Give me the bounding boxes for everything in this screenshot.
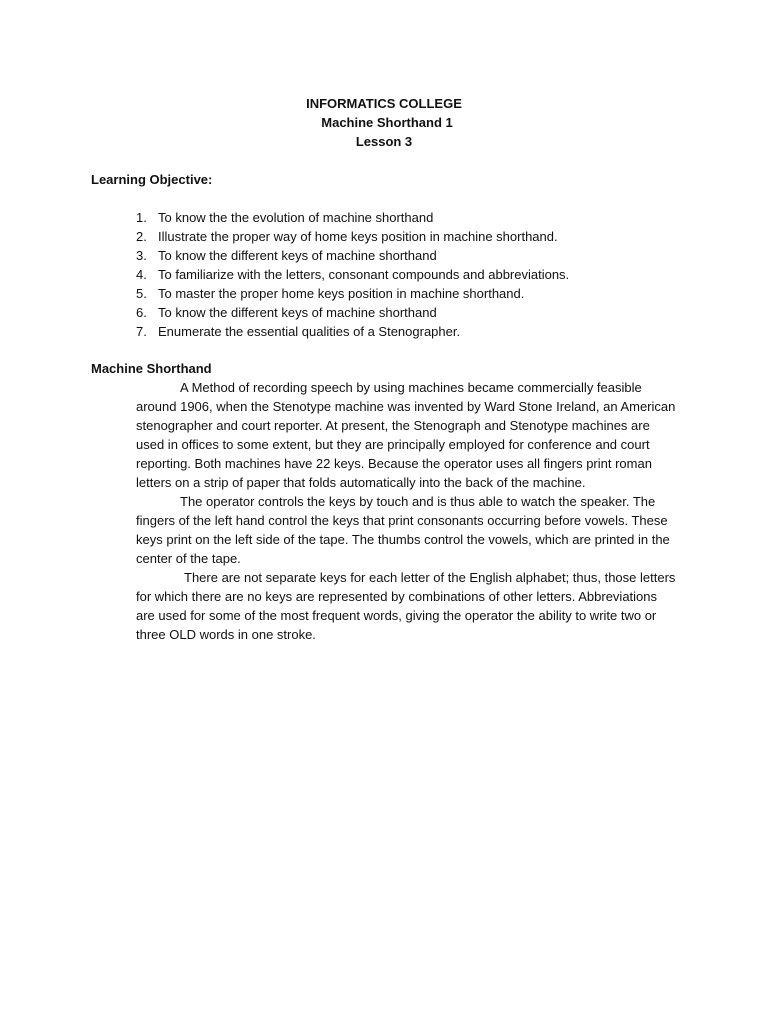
list-item-text: Enumerate the essential qualities of a Stenographer. [158, 324, 461, 339]
machine-shorthand-body [136, 378, 676, 644]
learning-objective-heading: Learning Objective: [91, 172, 213, 187]
list-item [136, 227, 569, 246]
list-item-text: To know the different keys of machine shorthand [158, 248, 437, 263]
paragraph: A Method of recording speech by using machines became commercially feasible around 1906, when the Stenotype machine was invented by Ward Stone Ireland, an American stenographer and court reporter. At present, the Stenograph and Stenotype machines are used in offices to some extent, but they are principally employed for conference and court reporting. Both machines have 22 keys. Because the operator uses all fingers print roman letters on a strip of paper that folds automatically into the back of the machine. [136, 380, 676, 490]
list-item-text: To familiarize with the letters, consonant compounds and abbreviations. [158, 267, 570, 282]
list-item-number: 2. [136, 229, 147, 244]
list-item-number: 7. [136, 324, 147, 339]
list-item [136, 265, 569, 284]
college-name: INFORMATICS COLLEGE [306, 96, 462, 111]
list-item-number: 5. [136, 286, 147, 301]
paragraph: There are not separate keys for each letter of the English alphabet; thus, those letters for which there are no keys are represented by combinations of other letters. Abbreviations are used for some of the most frequent words, giving the operator the ability to write two or three OLD words in one stroke. [136, 570, 676, 642]
list-item-number: 1. [136, 210, 147, 225]
list-item-text: To master the proper home keys position in machine shorthand. [158, 286, 525, 301]
list-item-number: 6. [136, 305, 147, 320]
objectives-list [136, 208, 569, 341]
paragraph: The operator controls the keys by touch and is thus able to watch the speaker. The fingers of the left hand control the keys that print consonants occurring before vowels. These keys print on the left side of the tape. The thumbs control the vowels, which are printed in the center of the tape. [136, 494, 670, 566]
list-item-text: To know the different keys of machine shorthand [158, 305, 437, 320]
lesson-number: Lesson 3 [355, 134, 413, 149]
list-item [136, 284, 569, 303]
list-item [136, 303, 569, 322]
list-item-text: Illustrate the proper way of home keys position in machine shorthand. [158, 229, 558, 244]
list-item [136, 208, 569, 227]
list-item-number: 4. [136, 267, 147, 282]
course-title: Machine Shorthand 1 [321, 115, 453, 130]
list-item-text: To know the the evolution of machine shorthand [158, 210, 434, 225]
list-item-number: 3. [136, 248, 147, 263]
list-item [136, 322, 569, 341]
list-item [136, 246, 569, 265]
machine-shorthand-heading: Machine Shorthand [91, 361, 212, 376]
document-header [0, 94, 768, 151]
